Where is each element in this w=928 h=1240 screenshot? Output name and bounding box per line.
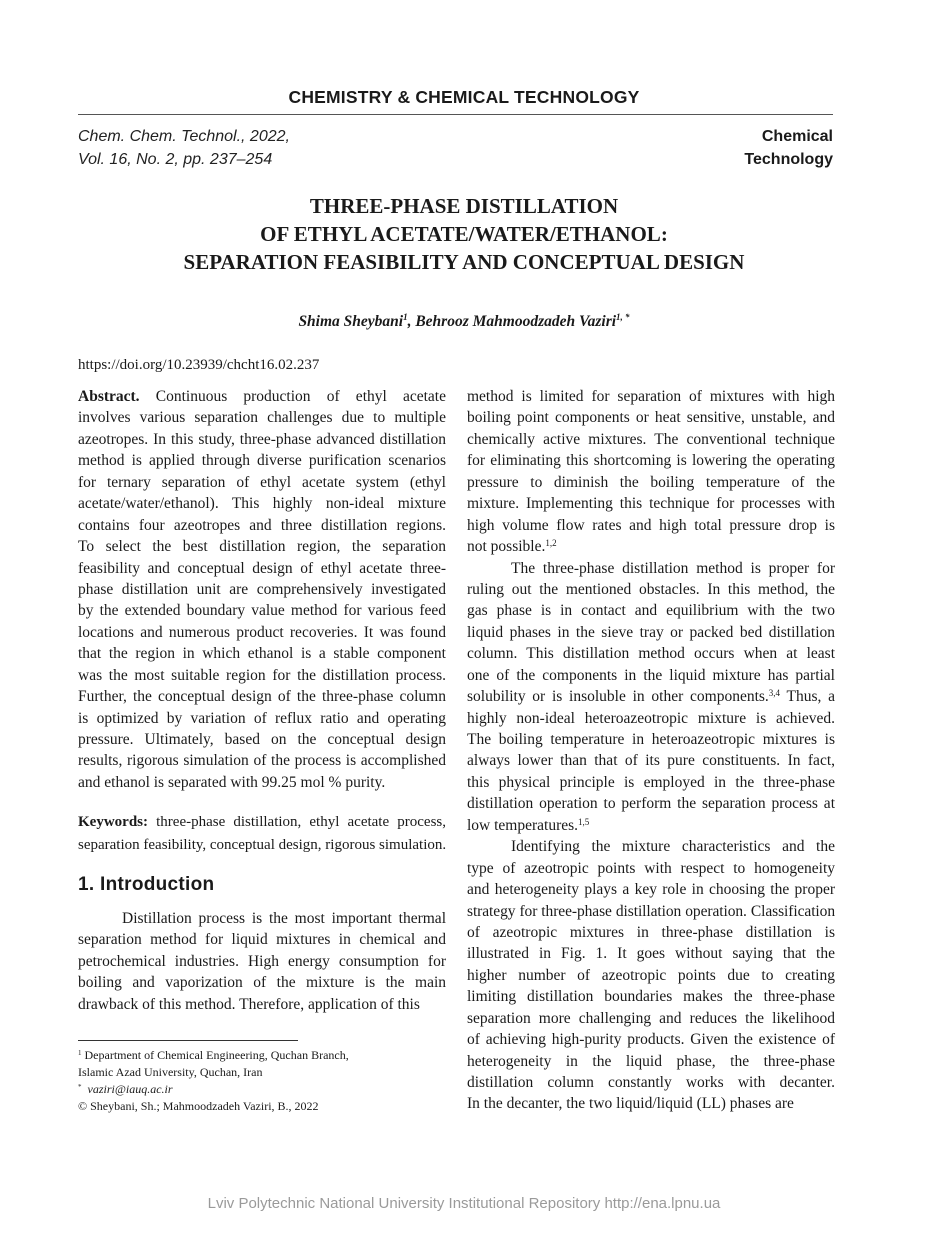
text-line: one of the components in the liquid mixture has partial: [467, 666, 835, 684]
paragraph: [467, 386, 835, 558]
label-bold: Abstract.: [78, 388, 140, 405]
footnotes: [78, 1047, 349, 1115]
author-name: Shima Sheybani: [298, 313, 404, 331]
authors: [0, 312, 928, 331]
right-column: [467, 386, 835, 1115]
text-line: of achieving high-purity products. Given the existence of: [467, 1031, 835, 1049]
paragraph: [467, 558, 835, 837]
text-line: type of azeotropic points with respect to homogeneity: [467, 859, 835, 877]
section-heading: 1. Introduction: [78, 874, 215, 895]
footnote-affiliation-cont: Islamic Azad University, Quchan, Iran: [78, 1065, 263, 1079]
author-separator: ,: [407, 313, 416, 331]
journal-name: CHEMISTRY & CHEMICAL TECHNOLOGY: [288, 87, 640, 107]
author-affiliation-mark: 1: [403, 312, 408, 322]
text-line: feasibility and conceptual design of ethyl acetate three-: [78, 559, 446, 577]
text-line: [467, 536, 835, 557]
title-line: OF ETHYL ACETATE/WATER/ETHANOL:: [260, 222, 668, 246]
text-line: was the most suitable region for the distillation process.: [78, 666, 446, 684]
footnote-email: [78, 1081, 349, 1098]
title-line: THREE-PHASE DISTILLATION: [309, 194, 619, 218]
text-line: chemically active mixtures. The conventional technique: [467, 430, 835, 448]
section-line: Chemical: [761, 128, 833, 145]
text-line: [467, 686, 835, 707]
text-line: limiting distillation boundaries makes the three-phase: [467, 988, 835, 1006]
text-line: this physical principle is employed in the three-phase: [467, 773, 835, 791]
text-line: of azeotropic mixtures in three-phase distillation is: [467, 923, 835, 941]
repository-watermark: Lviv Polytechnic National University Institutional Repository http://ena.lpnu.ua: [207, 1195, 721, 1212]
text-line: boiling point components or heat sensitive, unstable, and: [467, 409, 835, 427]
text-line: phase distillation unit are comprehensively investigated: [78, 580, 446, 598]
text-line: column. This distillation method occurs when at least: [467, 645, 835, 663]
text-line: ruling out the mentioned obstacles. In this method, the: [467, 580, 835, 598]
text-line: higher number of azeotropic points due to creating: [467, 966, 835, 984]
text-line: drawback of this method. Therefore, application of this: [78, 995, 420, 1013]
text-segment: Continuous production of ethyl acetate: [139, 388, 446, 405]
text-line: In the decanter, the two liquid/liquid (LL) phases are: [467, 1095, 794, 1113]
text-line: is optimized by variation of reflux ratio and operating: [78, 709, 446, 727]
title-line: SEPARATION FEASIBILITY AND CONCEPTUAL DESIGN: [183, 250, 745, 274]
citation-ref: 1,5: [578, 816, 590, 827]
text-line: [78, 811, 446, 834]
text-segment: Thus, a: [780, 688, 835, 706]
text-line: for ternary separation of ethyl acetate system (ethyl: [78, 473, 446, 491]
header-rule: [78, 114, 833, 115]
text-line: gas phase is in contact and equilibrium with the two: [467, 602, 835, 620]
text-line: mixture. Implementing this technique for processes with: [467, 495, 835, 513]
text-line: and heterogeneity plays a key role in choosing the proper: [467, 881, 835, 899]
text-line: locations and numerous product recoveries. It was found: [78, 623, 446, 641]
text-line: To select the best distillation region, the separation: [78, 538, 446, 556]
citation-line: Vol. 16, No. 2, pp. 237–254: [78, 151, 273, 168]
citation-ref: 1,2: [545, 538, 557, 549]
text-line: contains four azeotropes and three distillation regions.: [78, 516, 446, 534]
citation-ref: 3,4: [768, 688, 781, 699]
text-line: separation more challenging and reduces the likelihood: [467, 1009, 835, 1027]
paragraph: [467, 836, 835, 1115]
text-line: pressure to diminish the boiling temperature of the: [467, 473, 835, 491]
intro-paragraph: [78, 908, 446, 1015]
text-line: The three-phase distillation method is proper for: [511, 559, 835, 577]
text-line: pressure. Ultimately, based on the conceptual design: [78, 731, 446, 748]
text-line: distillation operation to perform the separation process at: [467, 795, 835, 813]
author-name: Behrooz Mahmoodzadeh Vaziri: [415, 313, 617, 331]
text-segment: solubility or is insoluble in other components.: [467, 688, 769, 706]
text-line: [78, 386, 446, 407]
text-line: involves various separation challenges due to multiple: [78, 409, 446, 427]
text-line: and ethanol is separated with 99.25 mol % purity.: [78, 773, 386, 791]
text-line: by the extended boundary value method for various feed: [78, 602, 446, 620]
text-line: azeotropes. In this study, three-phase advanced distillation: [78, 430, 446, 448]
footnote-affiliation: [78, 1047, 349, 1064]
text-line: strategy for three-phase distillation operation. Classification: [467, 902, 835, 920]
text-line: method is applied through diverse purification scenarios: [78, 452, 446, 470]
text-line: [467, 815, 835, 836]
footnote-text: Department of Chemical Engineering, Quchan Branch,: [84, 1048, 349, 1062]
text-segment: not possible.: [467, 538, 546, 556]
text-line: separation method for liquid mixtures in chemical and: [78, 931, 446, 949]
text-line: always lower than that of its pure constituents. In fact,: [467, 752, 835, 770]
text-line: separation feasibility, conceptual design, rigorous simulation.: [78, 837, 447, 853]
text-line: method is limited for separation of mixtures with high: [467, 388, 835, 405]
text-line: illustrated in Fig. 1. It goes without saying that the: [467, 945, 835, 963]
footnote-copyright: © Sheybani, Sh.; Mahmoodzadeh Vaziri, B., 2022: [78, 1099, 319, 1113]
text-line: distillation column constantly works with decanter.: [467, 1074, 835, 1091]
article-title: [0, 192, 928, 276]
text-line: high volume flow rates and high total pressure drop is: [467, 516, 835, 534]
text-line: acetate/water/ethanol). This highly non-ideal mixture: [78, 495, 446, 513]
keywords: [78, 811, 446, 857]
email-link[interactable]: vaziri@iauq.ac.ir: [87, 1082, 173, 1096]
section-line: Technology: [744, 151, 833, 168]
section-label: [744, 125, 833, 171]
text-line: highly non-ideal heteroazeotropic mixture is achieved.: [467, 709, 835, 727]
text-line: that the region in which ethanol is a stable component: [78, 645, 446, 663]
footnote-mark: 1: [78, 1049, 82, 1057]
text-line: heterogeneity in the liquid phase, the three-phase: [467, 1052, 835, 1070]
text-segment: low temperatures.: [467, 816, 579, 834]
text-line: liquid phases in the sieve tray or packed bed distillation: [467, 623, 835, 641]
label-bold: Keywords:: [78, 814, 148, 830]
text-line: Distillation process is the most important thermal: [122, 910, 446, 927]
text-line: boiling and vaporization of the mixture is the main: [78, 974, 446, 992]
author-affiliation-mark: 1, *: [616, 312, 630, 322]
abstract: [78, 386, 446, 793]
text-line: Further, the conceptual design of the three-phase column: [78, 688, 446, 706]
footnote-rule: [78, 1040, 298, 1041]
text-line: Identifying the mixture characteristics and the: [511, 838, 835, 856]
text-line: for eliminating this shortcoming is lowering the operating: [467, 452, 835, 470]
citation-line: Chem. Chem. Technol., 2022,: [78, 128, 290, 145]
text-line: petrochemical industries. High energy consumption for: [78, 952, 446, 970]
citation: [78, 125, 290, 171]
doi-link[interactable]: https://doi.org/10.23939/chcht16.02.237: [78, 357, 320, 373]
text-segment: three-phase distillation, ethyl acetate process,: [148, 814, 446, 830]
text-line: results, rigorous simulation of the process is accomplished: [78, 752, 446, 770]
footnote-mark: *: [78, 1083, 82, 1091]
text-line: The boiling temperature in heteroazeotropic mixtures is: [467, 731, 835, 748]
